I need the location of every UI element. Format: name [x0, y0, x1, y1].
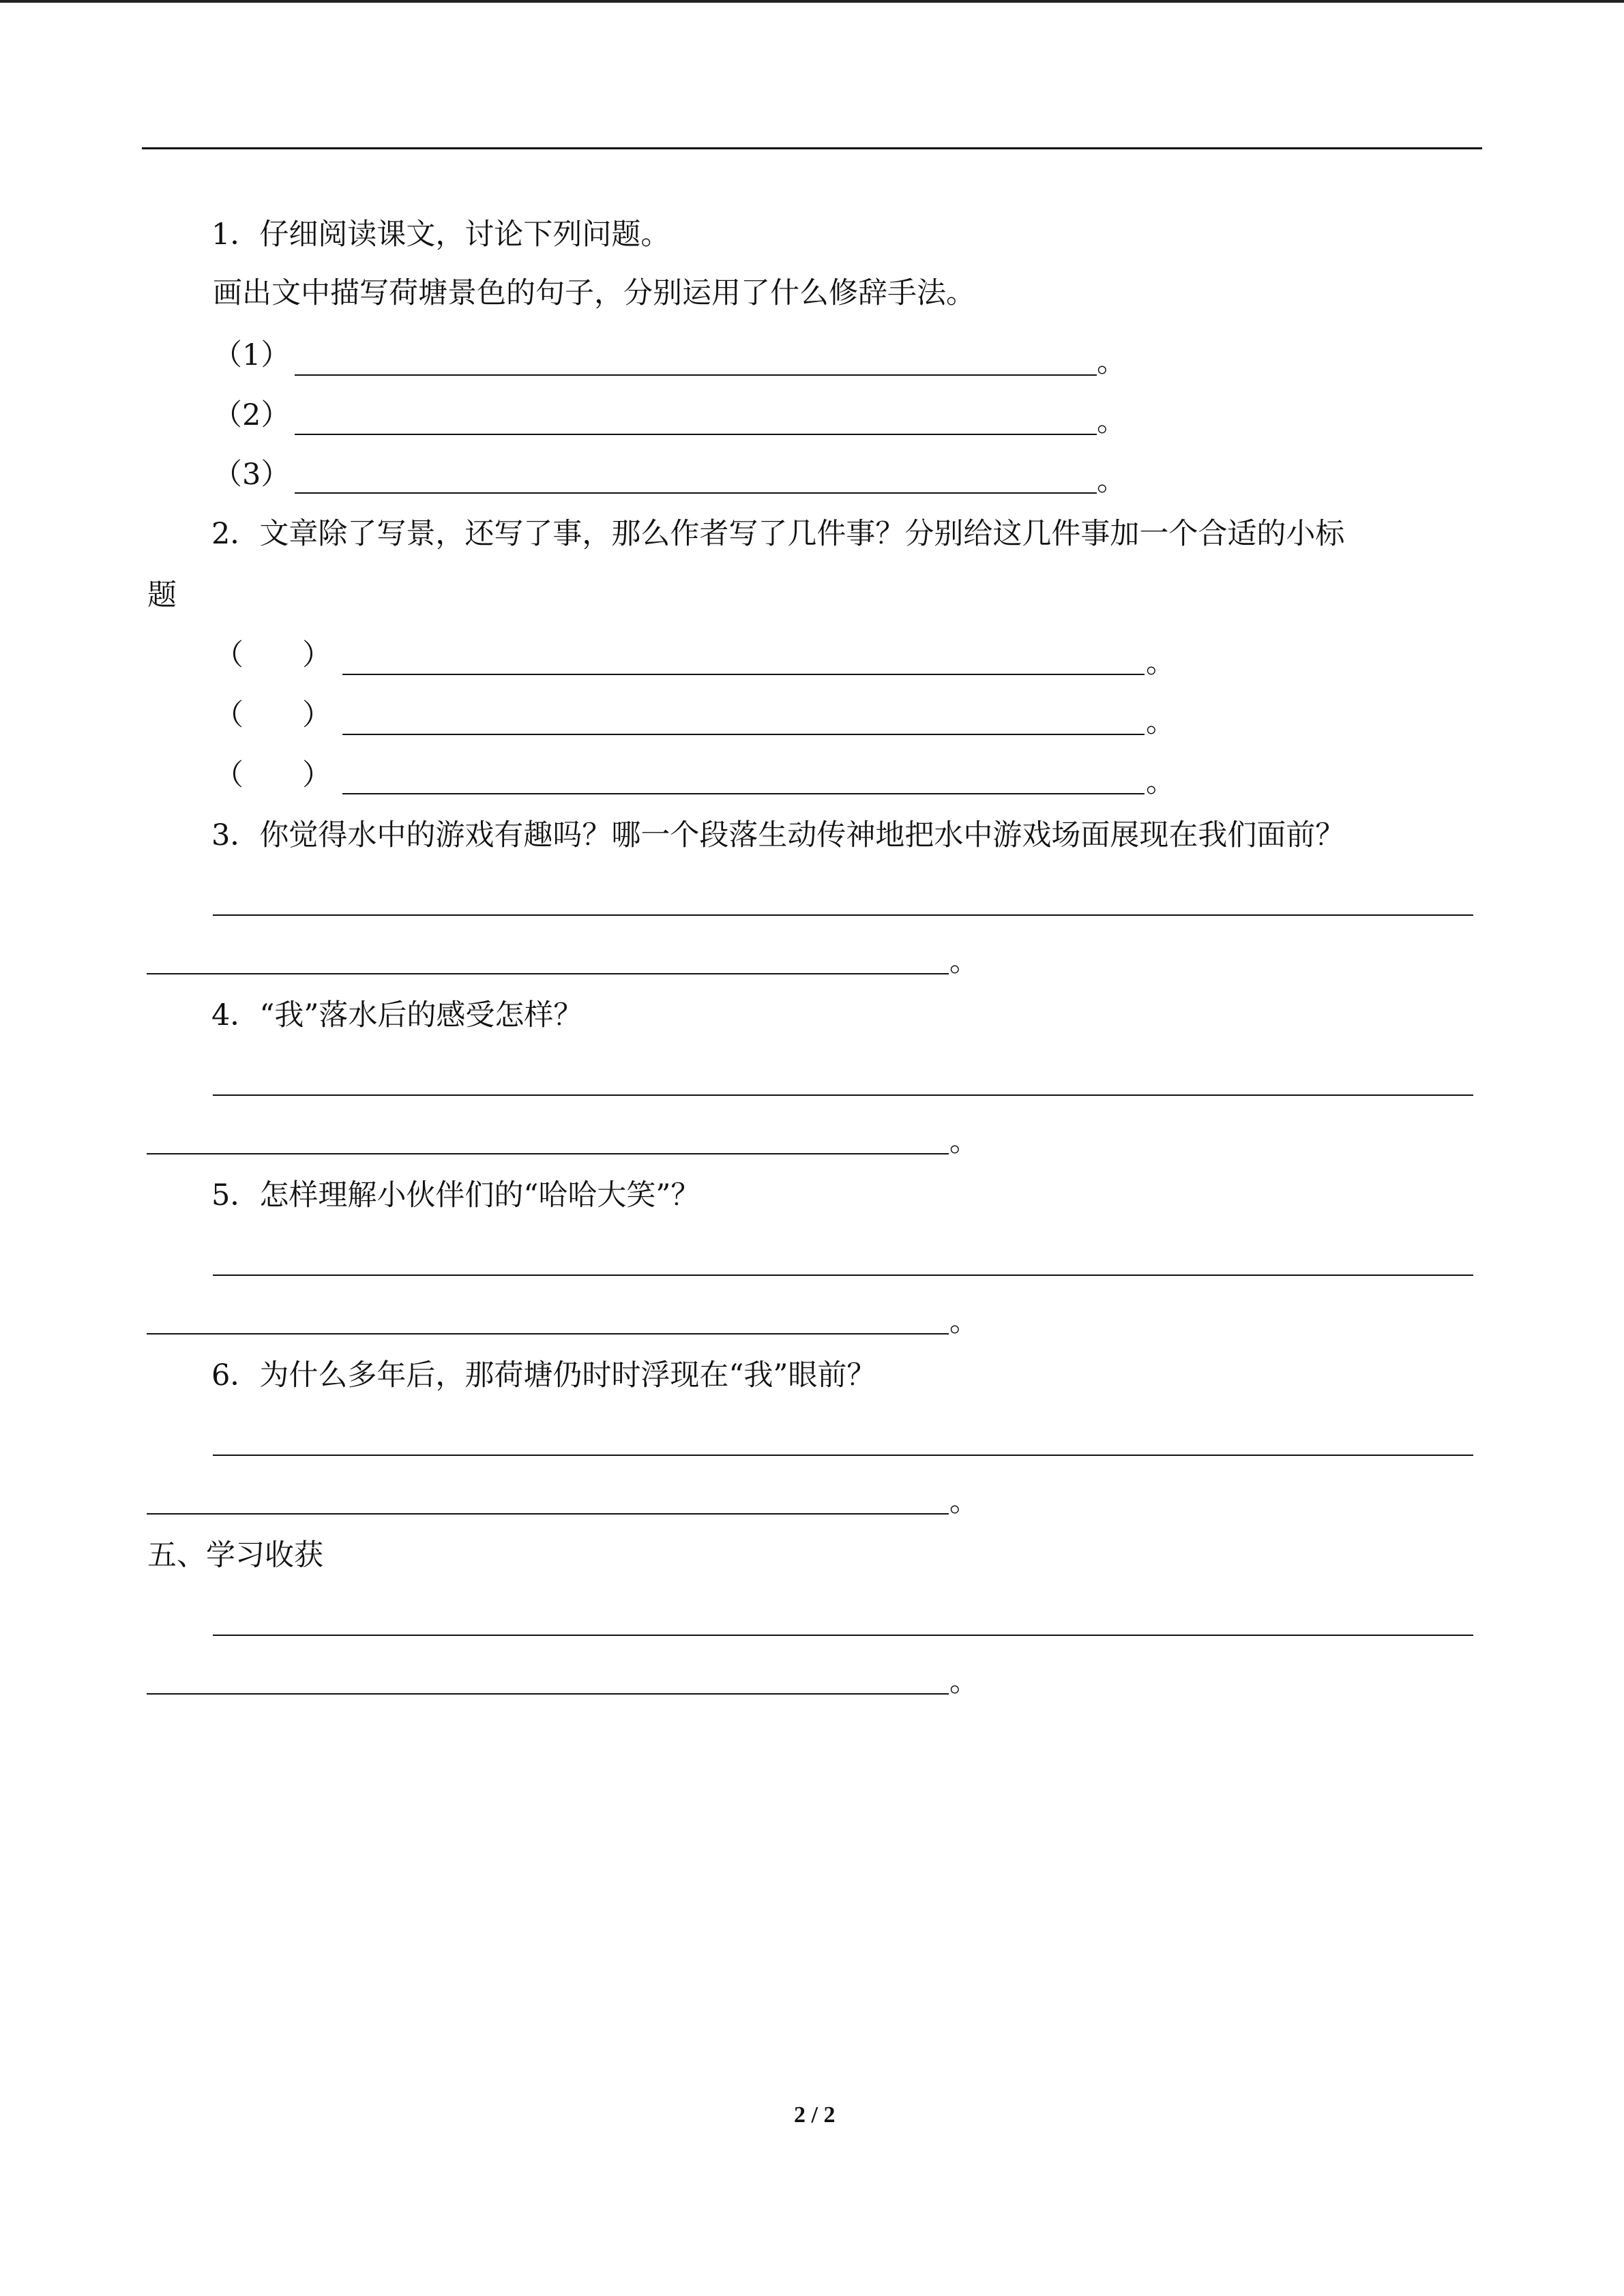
q1-item-label-3: （3） — [213, 458, 291, 492]
q2-answer-line-3[interactable] — [342, 793, 1145, 794]
q1-period-1: 。 — [1097, 345, 1126, 379]
q2-item-label-1: （ ） — [214, 638, 331, 672]
q6-period: 。 — [949, 1485, 979, 1519]
q1-item-label-2: （2） — [213, 398, 291, 432]
q5-answer-line-2[interactable] — [147, 1333, 949, 1335]
q3-answer-line-1[interactable] — [213, 914, 1473, 916]
q1-item-label-1: （1） — [213, 338, 291, 372]
q5-period: 。 — [949, 1304, 979, 1339]
page-top-border — [0, 0, 1624, 3]
q2-item-label-2: （ ） — [214, 698, 331, 732]
q2-answer-line-2[interactable] — [342, 734, 1145, 735]
question-6-title: 6．为什么多年后，那荷塘仍时时浮现在“我”眼前？ — [211, 1358, 876, 1392]
header-rule — [142, 147, 1482, 149]
q2-answer-line-1[interactable] — [342, 674, 1145, 675]
section-5-answer-line-2[interactable] — [147, 1693, 949, 1695]
q3-period: 。 — [949, 944, 979, 979]
q1-answer-line-3[interactable] — [295, 492, 1097, 494]
question-4-title: 4．“我”落水后的感受怎样？ — [211, 998, 583, 1032]
q5-answer-line-1[interactable] — [213, 1274, 1473, 1276]
q1-period-2: 。 — [1097, 404, 1126, 438]
section-5-period: 。 — [949, 1665, 979, 1699]
question-3-title: 3．你觉得水中的游戏有趣吗？哪一个段落生动传神地把水中游戏场面展现在我们面前？ — [211, 818, 1345, 852]
section-5-title: 五、学习收获 — [147, 1538, 323, 1572]
question-1-title: 1．仔细阅读课文，讨论下列问题。 — [211, 218, 670, 252]
question-2-title-line2: 题 — [147, 578, 177, 612]
q4-answer-line-2[interactable] — [147, 1153, 949, 1154]
q2-item-label-3: （ ） — [214, 758, 331, 792]
q1-answer-line-2[interactable] — [295, 434, 1097, 435]
q6-answer-line-2[interactable] — [147, 1513, 949, 1515]
question-2-title-line1: 2．文章除了写景，还写了事，那么作者写了几件事？分别给这几件事加一个合适的小标 — [211, 517, 1345, 551]
page-number: 2 / 2 — [794, 2102, 836, 2128]
q4-answer-line-1[interactable] — [213, 1094, 1473, 1096]
q3-answer-line-2[interactable] — [147, 973, 949, 974]
question-1-prompt: 画出文中描写荷塘景色的句子，分别运用了什么修辞手法。 — [213, 276, 975, 310]
q2-period-3: 。 — [1146, 765, 1175, 799]
q1-answer-line-1[interactable] — [295, 374, 1097, 376]
q6-answer-line-1[interactable] — [213, 1455, 1473, 1456]
question-5-title: 5．怎样理解小伙伴们的“哈哈大笑”？ — [211, 1178, 700, 1212]
section-5-answer-line-1[interactable] — [213, 1635, 1473, 1636]
q1-period-3: 。 — [1097, 464, 1126, 498]
q2-period-2: 。 — [1146, 705, 1175, 739]
q2-period-1: 。 — [1146, 646, 1175, 680]
q4-period: 。 — [949, 1124, 979, 1159]
